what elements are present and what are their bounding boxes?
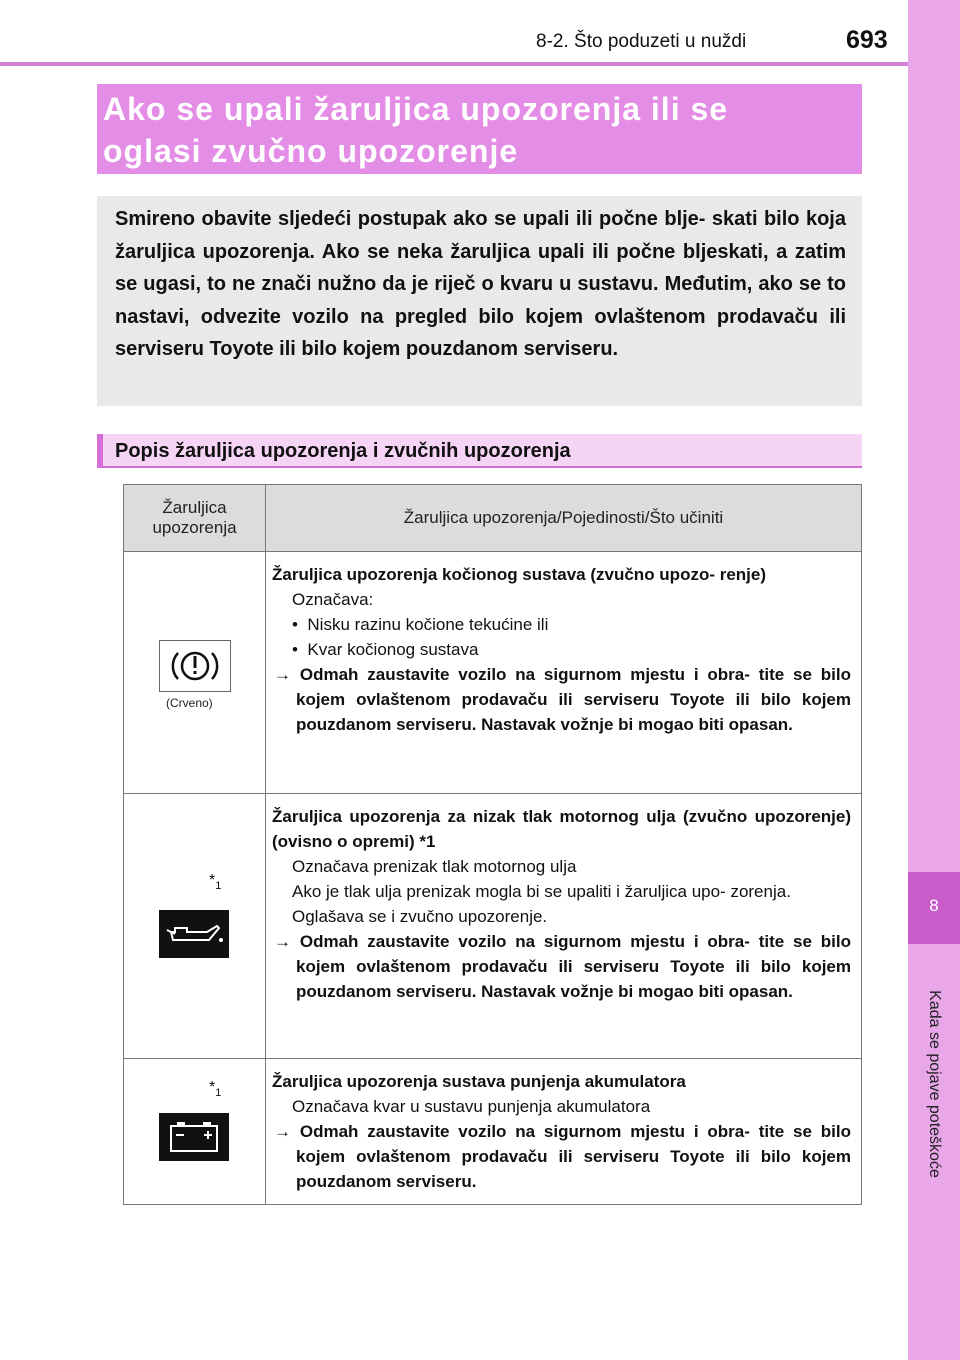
arrow-icon: → [274,665,291,684]
lamp-description [266,1059,862,1205]
table-row [124,794,862,1059]
lamp-action [272,1119,851,1194]
footnote-marker [209,1079,221,1099]
battery-charge-icon [159,1113,229,1161]
table-header-lamp: Žaruljica upozorenja [124,485,266,552]
arrow-icon: → [274,932,291,951]
footnote-star: * [209,1079,216,1096]
subheading-text: Popis žaruljica upozorenja i zvučnih upozorenja [115,440,571,462]
lamp-title: Žaruljica upozorenja kočionog sustava (zvučno upozo- renje) [272,565,767,584]
footnote-marker [209,872,221,892]
brake-warning-icon [159,640,231,692]
section-label: 8-2. Što poduzeti u nuždi [536,31,747,52]
table-row [124,552,862,794]
title-line-2: oglasi zvučno upozorenje [103,133,519,169]
title-line-1: Ako se upali žaruljica upozorenja ili se [103,91,729,127]
lamp-bullet-text: Nisku razinu kočione tekućine ili [307,615,549,634]
lamp-title: Žaruljica upozorenja sustava punjenja akumulatora [272,1072,686,1091]
page-title [97,84,862,174]
table-row [124,1059,862,1205]
table-header-row [124,485,862,552]
lamp-action [272,929,851,1004]
lamp-color-label: (Crveno) [166,696,213,710]
side-tab-label: Kada se pojave poteškoće [926,990,943,1178]
lamp-action-text: Odmah zaustavite vozilo na sigurnom mjestu i obra- tite se bilo kojem ovlaštenom prodavaču ili serviseru Toyote ili bilo kojem pouzdanom serviseru. Nastavak vožnje bi mogao biti opasan. [296,932,852,1001]
lamp-bullet: • Nisku razinu kočione tekućine ili [292,615,549,634]
lamp-action-text: Odmah zaustavite vozilo na sigurnom mjestu i obra- tite se bilo kojem ovlaštenom prodavaču ili serviseru Toyote ili bilo kojem pouzdanom serviseru. Nastavak vožnje bi mogao biti opasan. [296,665,852,734]
footnote-star: * [209,872,216,889]
warning-lamp-table [123,484,862,1205]
lamp-description [266,794,862,1059]
intro-text: Smireno obavite sljedeći postupak ako se upali ili počne blje- skati bilo koja žaruljica upozorenja. Ako se neka žaruljica upali ili počne bljeskati, a zatim se ugasi, to ne znači nužno da je riječ o kvaru u sustavu. Međutim, ako se to nastavi, odvezite vozilo na pregled bilo kojem ovlaštenom prodavaču ili serviseru Toyote ili bilo kojem pouzdanom serviseru. [115,208,846,360]
side-tab-number: 8 [929,896,939,915]
side-tab[interactable] [908,0,960,1360]
lamp-icon-cell [124,1059,266,1205]
subheading [97,434,862,468]
lamp-icon-cell [124,552,266,794]
lamp-bullet-text: Kvar kočionog sustava [307,640,479,659]
page-number: 693 [846,26,888,54]
lamp-detail: Označava kvar u sustavu punjenja akumulatora [292,1097,651,1116]
lamp-bullet: • Kvar kočionog sustava [292,640,479,659]
arrow-icon: → [274,1122,291,1141]
lamp-detail: Označava prenizak tlak motornog ulja [292,857,577,876]
footnote-number: 1 [215,1087,222,1100]
footnote-number: 1 [215,880,222,893]
lamp-action [272,662,851,737]
intro-box [97,196,862,406]
lamp-detail: Oglašava se i zvučno upozorenje. [292,907,548,926]
oil-pressure-icon [159,910,229,958]
lamp-detail: Označava: [292,590,374,609]
lamp-detail: Ako je tlak ulja prenizak mogla bi se upaliti i žaruljica upo- zorenja. [292,882,791,901]
lamp-description [266,552,862,794]
lamp-title: Žaruljica upozorenja za nizak tlak motornog ulja (zvučno upozorenje) (ovisno o opremi) *1 [272,807,851,851]
lamp-icon-cell [124,794,266,1059]
lamp-action-text: Odmah zaustavite vozilo na sigurnom mjestu i obra- tite se bilo kojem ovlaštenom prodavaču ili serviseru Toyote ili bilo kojem pouzdanom serviseru. [296,1122,852,1191]
table-header-details: Žaruljica upozorenja/Pojedinosti/Što učiniti [266,485,862,552]
header-rule [0,62,908,66]
